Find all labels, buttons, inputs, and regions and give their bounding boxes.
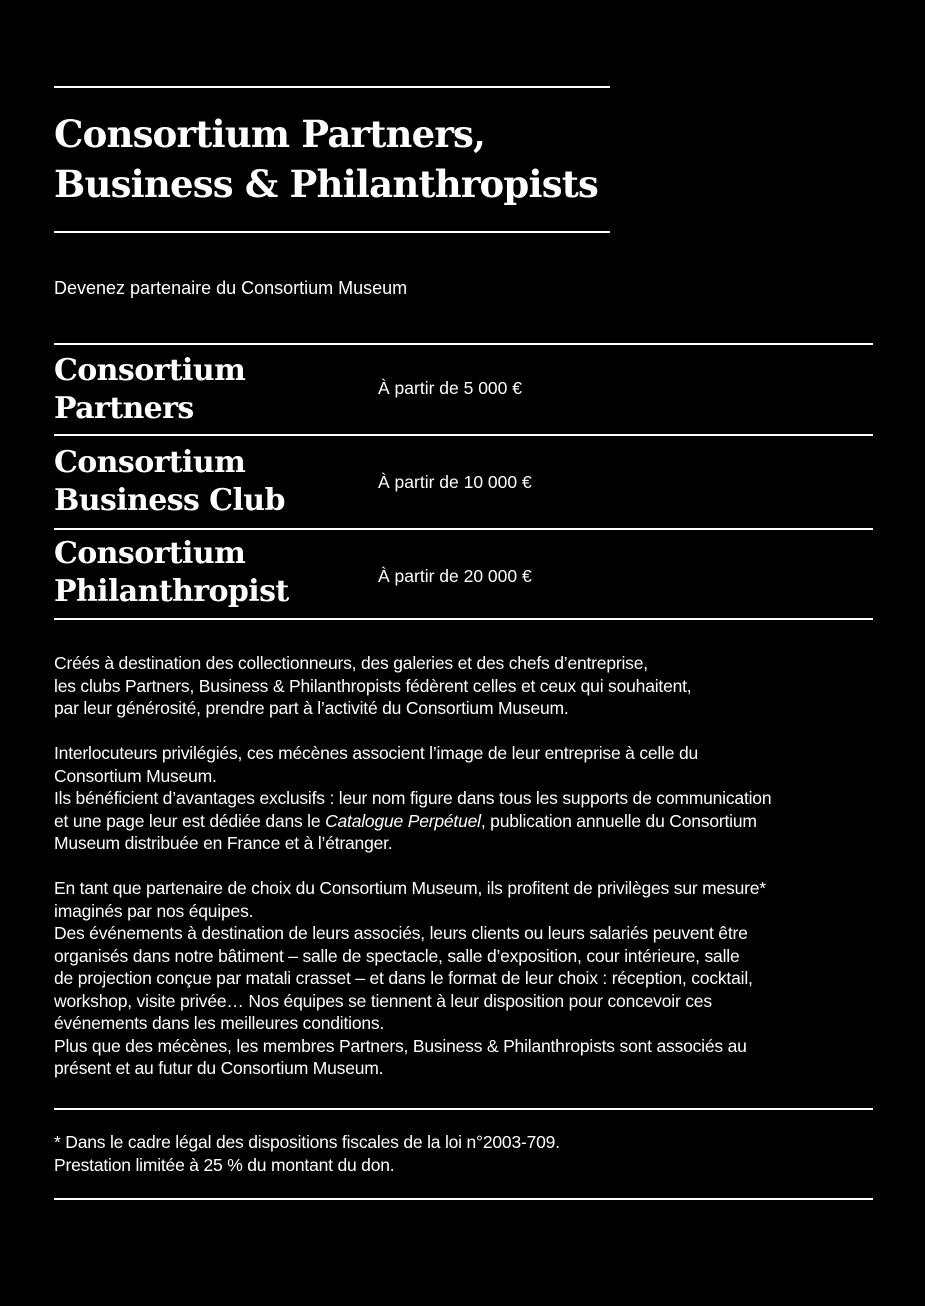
page-title (54, 109, 598, 209)
tier-partners (54, 352, 873, 432)
paragraph-line: workshop, visite privée… Nos équipes se tiennent à leur disposition pour concevoir ces (54, 990, 712, 1011)
tier-name-line-1: Consortium (54, 353, 246, 388)
paragraph-line: Créés à destination des collectionneurs, des galeries et des chefs d’entreprise, (54, 653, 648, 673)
subtitle: Devenez partenaire du Consortium Museum (54, 278, 408, 298)
paragraph-line: En tant que partenaire de choix du Consortium Museum, ils profitent de privilèges sur mesure* (54, 878, 766, 898)
paragraph-line: Des événements à destination de leurs associés, leurs clients ou leurs salariés peuvent être (54, 923, 748, 943)
paragraph-privileged (54, 742, 873, 855)
page-title-line-1: Consortium Partners, (54, 112, 486, 156)
footnote-line: Prestation limitée à 25 % du montant du don. (54, 1154, 395, 1175)
paragraph-line: par leur générosité, prendre part à l’activité du Consortium Museum. (54, 698, 569, 718)
paragraph-line: Museum distribuée en France et à l’étranger. (54, 833, 393, 853)
tier-rule-top (54, 343, 873, 345)
title-top-rule (54, 86, 610, 88)
paragraph-line: organisés dans notre bâtiment – salle de spectacle, salle d’exposition, cour intérieure, salle (54, 945, 740, 966)
footnote-line: * Dans le cadre légal des dispositions fiscales de la loi n°2003-709. (54, 1132, 560, 1152)
footnote-bottom-rule (54, 1198, 873, 1200)
tier-name-line-2: Philanthropist (54, 574, 289, 609)
paragraph-line: les clubs Partners, Business & Philanthropists fédèrent celles et ceux qui souhaitent, (54, 675, 692, 696)
text-run: , publication annuelle du Consortium (480, 810, 757, 831)
paragraph-line: de projection conçue par matali crasset – et dans le format de leur choix : réception, cocktail, (54, 968, 753, 988)
tier-name (54, 352, 245, 428)
tier-rule-2 (54, 528, 873, 530)
tier-name (54, 535, 289, 611)
paragraph-line: Consortium Museum. (54, 765, 217, 786)
tier-price: À partir de 20 000 € (378, 566, 532, 586)
tier-price: À partir de 5 000 € (378, 378, 522, 398)
paragraph-line: Plus que des mécènes, les membres Partners, Business & Philanthropists sont associés au (54, 1035, 747, 1056)
paragraph-intro (54, 652, 873, 720)
tier-business-club (54, 444, 873, 524)
page-title-line-2: Business & Philanthropists (54, 162, 599, 206)
footnote (54, 1131, 873, 1176)
tier-rule-1 (54, 434, 873, 436)
tier-name-line-2: Partners (54, 391, 194, 426)
tier-name-line-1: Consortium (54, 445, 246, 480)
paragraph-line: présent et au futur du Consortium Museum. (54, 1058, 384, 1078)
tier-name (54, 444, 285, 520)
text-run: et une page leur est dédiée dans le (54, 810, 326, 831)
tier-rule-bottom (54, 618, 873, 620)
paragraph-events (54, 877, 873, 1080)
title-bottom-rule (54, 231, 610, 233)
tier-name-line-1: Consortium (54, 536, 246, 571)
paragraph-line: Ils bénéficient d’avantages exclusifs : leur nom figure dans tous les supports de communication (54, 788, 772, 808)
tier-name-line-2: Business Club (54, 483, 285, 518)
footnote-top-rule (54, 1108, 873, 1110)
catalogue-title: Catalogue Perpétuel (325, 810, 481, 831)
tier-philanthropist (54, 535, 873, 615)
paragraph-line: événements dans les meilleures conditions. (54, 1013, 385, 1033)
paragraph-line (54, 810, 873, 833)
tier-price: À partir de 10 000 € (378, 472, 532, 492)
paragraph-line: Interlocuteurs privilégiés, ces mécènes associent l’image de leur entreprise à celle du (54, 743, 699, 763)
paragraph-line: imaginés par nos équipes. (54, 900, 254, 921)
